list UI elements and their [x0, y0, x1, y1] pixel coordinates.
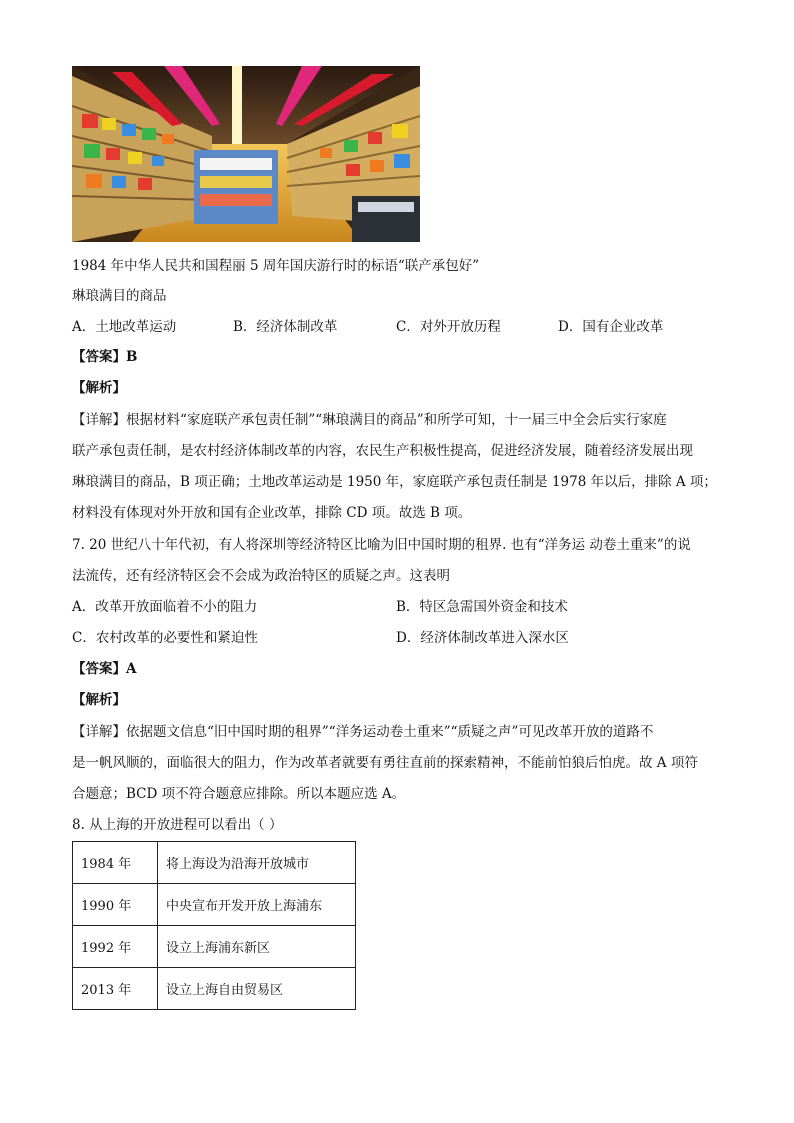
q7-stem-line-1: 7. 20 世纪八十年代初，有人将深圳等经济特区比喻为旧中国时期的租界. 也有“洋务运 动卷土重来”的说 [72, 537, 691, 553]
table-cell-year: 1990 年 [73, 884, 158, 926]
q7-detail-line-3: 合题意；BCD 项不符合题意应排除。所以本题应选 A。 [72, 786, 406, 802]
q7-option-a: A．改革开放面临着不小的阻力 [72, 599, 258, 615]
table-cell-year: 1984 年 [73, 842, 158, 884]
table-cell-event: 将上海设为沿海开放城市 [158, 842, 356, 884]
q6-option-a: A．土地改革运动 [72, 319, 177, 335]
q6-detail-line-4: 材料没有体现对外开放和国有企业改革，排除 CD 项。故选 B 项。 [72, 505, 472, 521]
q6-answer: 【答案】B [72, 349, 138, 365]
q7-analysis-label: 【解析】 [72, 692, 126, 708]
q6-analysis-label: 【解析】 [72, 380, 126, 396]
table-row [73, 968, 356, 1010]
table-row [73, 926, 356, 968]
table-cell-year: 1992 年 [73, 926, 158, 968]
photo-caption-line-2: 琳琅满目的商品 [72, 288, 167, 304]
q6-option-b: B．经济体制改革 [233, 319, 338, 335]
q6-detail-line-2: 联产承包责任制，是农村经济体制改革的内容，农民生产积极性提高，促进经济发展，随着经济发展出现 [72, 443, 693, 459]
q6-option-c: C．对外开放历程 [396, 319, 501, 335]
table-cell-year: 2013 年 [73, 968, 158, 1010]
table-row [73, 884, 356, 926]
q7-option-b: B．特区急需国外资金和技术 [396, 599, 568, 615]
photo-caption-line-1: 1984 年中华人民共和国程丽 5 周年国庆游行时的标语“联产承包好” [72, 258, 480, 274]
supermarket-shelves-photo [72, 66, 420, 242]
q7-stem-line-2: 法流传，还有经济特区会不会成为政治特区的质疑之声。这表明 [72, 568, 450, 584]
table-cell-event: 中央宣布开发开放上海浦东 [158, 884, 356, 926]
q7-option-c: C．农村改革的必要性和紧迫性 [72, 630, 258, 646]
q7-answer: 【答案】A [72, 661, 137, 677]
q6-detail-line-1: 【详解】根据材料“家庭联产承包责任制”“琳琅满目的商品”和所学可知，十一届三中全会后实行家庭 [72, 412, 667, 428]
table-row [73, 842, 356, 884]
shanghai-opening-timeline-table [72, 841, 356, 1010]
q7-detail-line-1: 【详解】依据题文信息“旧中国时期的租界”“洋务运动卷土重来”“质疑之声”可见改革开放的道路不 [72, 724, 654, 740]
q7-detail-line-2: 是一帆风顺的，面临很大的阻力，作为改革者就要有勇往直前的探索精神，不能前怕狼后怕虎。故 A 项符 [72, 755, 698, 771]
q7-option-d: D．经济体制改革进入深水区 [396, 630, 569, 646]
q6-option-d: D．国有企业改革 [558, 319, 664, 335]
table-cell-event: 设立上海浦东新区 [158, 926, 356, 968]
q8-stem: 8. 从上海的开放进程可以看出（ ） [72, 817, 283, 833]
q6-detail-line-3: 琳琅满目的商品，B 项正确；土地改革运动是 1950 年，家庭联产承包责任制是 1978 年以后，排除 A 项； [72, 474, 717, 490]
table-cell-event: 设立上海自由贸易区 [158, 968, 356, 1010]
